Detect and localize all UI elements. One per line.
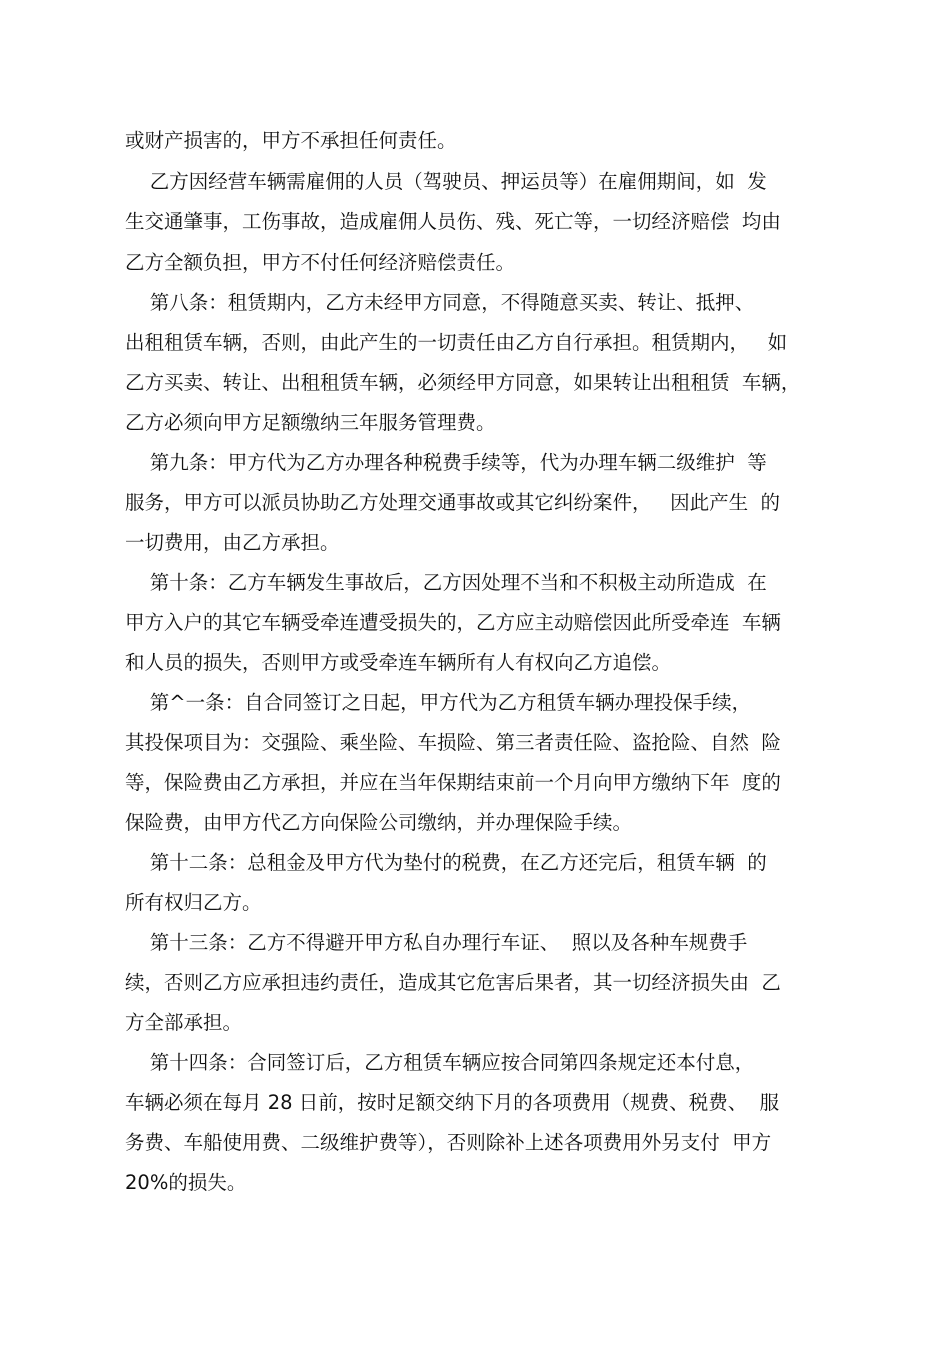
body-text-line: 甲方入户的其它车辆受牵连遭受损失的，乙方应主动赔偿因此所受牵连 车辆 <box>125 611 781 634</box>
body-text-line: 第十三条：乙方不得避开甲方私自办理行车证、 照以及各种车规费手 <box>125 931 748 954</box>
body-text-line: 或财产损害的，甲方不承担任何责任。 <box>125 129 457 152</box>
body-text-line: 第^一条：自合同签订之日起，甲方代为乙方租赁车辆办理投保手续， <box>125 691 752 714</box>
body-text-line: 乙方因经营车辆需雇佣的人员（驾驶员、押运员等）在雇佣期间，如 发 <box>125 170 767 193</box>
body-text-line: 其投保项目为：交强险、乘坐险、车损险、第三者责任险、盗抢险、自然 险 <box>125 731 781 754</box>
body-text-line: 第十条：乙方车辆发生事故后，乙方因处理不当和不积极主动所造成 在 <box>125 571 767 594</box>
body-text-line: 保险费，由甲方代乙方向保险公司缴纳，并办理保险手续。 <box>125 811 633 834</box>
body-text-line: 服务，甲方可以派员协助乙方处理交通事故或其它纠纷案件， 因此产生 的 <box>125 491 780 514</box>
body-text-line: 生交通肇事，工伤事故，造成雇佣人员伤、残、死亡等，一切经济赔偿 均由 <box>125 210 781 233</box>
body-text-line: 乙方买卖、转让、出租租赁车辆，必须经甲方同意，如果转让出租租赁 车辆， <box>125 371 801 394</box>
body-text-line: 乙方必须向甲方足额缴纳三年服务管理费。 <box>125 411 496 434</box>
body-text-line: 出租租赁车辆，否则，由此产生的一切责任由乙方自行承担。租赁期内， 如 <box>125 331 788 354</box>
body-text-line: 第九条：甲方代为乙方办理各种税费手续等，代为办理车辆二级维护 等 <box>125 451 767 474</box>
body-text-line: 方全部承担。 <box>125 1011 243 1034</box>
body-text-line: 等，保险费由乙方承担，并应在当年保期结束前一个月向甲方缴纳下年 度的 <box>125 771 781 794</box>
body-text-line: 20%的损失。 <box>125 1171 247 1194</box>
body-text-line: 务费、车船使用费、二级维护费等），否则除补上述各项费用外另支付 甲方 <box>125 1131 772 1154</box>
body-text-line: 第十二条：总租金及甲方代为垫付的税费，在乙方还完后，租赁车辆 的 <box>125 851 767 874</box>
body-text-line: 第十四条：合同签订后，乙方租赁车辆应按合同第四条规定还本付息， <box>125 1051 755 1074</box>
body-text-line: 第八条：租赁期内，乙方未经甲方同意，不得随意买卖、转让、抵押、 <box>125 291 755 314</box>
body-text-line: 续，否则乙方应承担违约责任，造成其它危害后果者，其一切经济损失由 乙 <box>125 971 781 994</box>
body-text-line: 和人员的损失，否则甲方或受牵连车辆所有人有权向乙方追偿。 <box>125 651 672 674</box>
body-text-line: 乙方全额负担，甲方不付任何经济赔偿责任。 <box>125 251 516 274</box>
body-text-line: 一切费用，由乙方承担。 <box>125 531 340 554</box>
body-text-line: 所有权归乙方。 <box>125 891 262 914</box>
body-text-line: 车辆必须在每月 28 日前，按时足额交纳下月的各项费用（规费、税费、 服 <box>125 1091 780 1114</box>
